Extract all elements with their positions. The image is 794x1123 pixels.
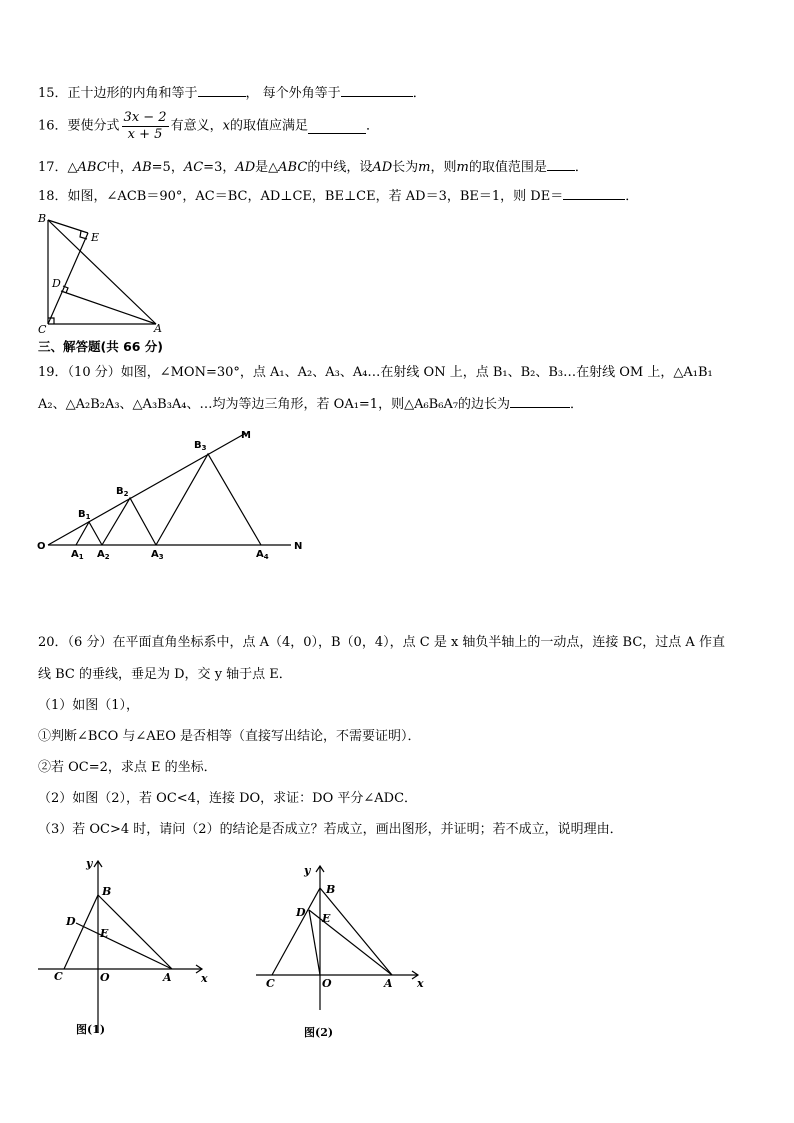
q16-text-a: 16．要使分式 xyxy=(38,118,120,134)
fig1-label-c: C xyxy=(54,970,63,983)
fig1-label-a: A xyxy=(163,971,172,984)
q19-label-b1: $B_1$ xyxy=(78,509,91,521)
fig1-label-b: B xyxy=(102,885,112,898)
q19-label-b3: $B_3$ xyxy=(194,440,207,452)
q19-triangle-1 xyxy=(76,522,102,545)
q19-label-m: M xyxy=(241,430,251,441)
fig1-label-e: E xyxy=(100,927,109,940)
q18-label-a: A xyxy=(154,322,162,335)
fig2-segment-do xyxy=(309,910,320,975)
q15-answer-blank-2[interactable] xyxy=(341,83,413,97)
q16-var-x: x xyxy=(222,118,230,134)
q20-figure-1 xyxy=(34,855,224,1040)
fig1-segment-cb xyxy=(64,895,98,969)
question-20-line-5: ②若 OC=2，求点 E 的坐标． xyxy=(38,760,217,775)
q17-text-f: 的中线，设 xyxy=(307,160,373,175)
fig1-caption: 图(1) xyxy=(76,1023,106,1036)
q15-text-c: ． xyxy=(412,86,426,101)
q17-triangle-abc: △ABC xyxy=(67,160,107,175)
fig2-label-b: B xyxy=(326,883,336,896)
q16-text-d: ． xyxy=(365,118,379,134)
question-19-line-2 xyxy=(38,394,583,414)
q15-text-a: 15．正十边形的内角和等于 xyxy=(38,86,198,101)
question-20-line-4: ①判断∠BCO 与∠AEO 是否相等（直接写出结论，不需要证明）． xyxy=(38,729,421,744)
q18-text: 18．如图，∠ACB＝90°，AC＝BC，AD⊥CE，BE⊥CE，若 AD＝3，BE＝1，则 DE＝ xyxy=(38,189,564,204)
q18-label-b: B xyxy=(38,212,47,225)
fig2-label-e: E xyxy=(322,912,331,925)
q19-triangle-3 xyxy=(156,454,261,545)
q17-answer-blank[interactable] xyxy=(547,157,575,171)
question-20-line-7: （3）若 OC>4 时，请问（2）的结论是否成立？若成立，画出图形，并证明；若不成立，说明理由． xyxy=(38,822,623,837)
question-18 xyxy=(38,186,638,206)
q16-answer-blank[interactable] xyxy=(308,120,366,134)
q17-text-b: 中， xyxy=(106,160,133,175)
q17-m-2: m xyxy=(456,160,469,175)
q18-label-d: D xyxy=(52,277,61,290)
q17-ad: AD xyxy=(235,160,256,175)
fig2-label-y: y xyxy=(304,864,311,877)
q17-text-e: 是 xyxy=(255,160,269,175)
q19-label-o: O xyxy=(37,541,46,552)
q17-ac: AC xyxy=(183,160,204,175)
fig2-label-a: A xyxy=(384,977,393,990)
section-3-title: 三、解答题(共 66 分) xyxy=(38,339,164,354)
q19-label-n: N xyxy=(294,541,303,552)
q16-numerator: 3x − 2 xyxy=(123,110,167,125)
question-20-line-3: （1）如图（1）， xyxy=(38,698,140,713)
q19-triangle-2 xyxy=(102,498,156,545)
fig1-label-y: y xyxy=(86,857,93,870)
question-16 xyxy=(38,110,379,143)
question-20-line-1: 20．（6 分）在平面直角坐标系中，点 A（4，0），B（0，4），点 C 是 x 轴负半轴上的一动点，连接 BC，过点 A 作直 xyxy=(38,635,725,650)
q17-text-g: 长为 xyxy=(392,160,419,175)
question-15 xyxy=(38,83,426,103)
fig1-label-o: O xyxy=(100,971,110,984)
q19-label-a1: $A_1$ xyxy=(71,549,84,561)
fig2-label-x: x xyxy=(417,977,424,990)
q16-denominator: x + 5 xyxy=(127,127,163,142)
q18-answer-blank[interactable] xyxy=(563,186,625,200)
q15-answer-blank-1[interactable] xyxy=(198,83,246,97)
question-20-line-6: （2）如图（2），若 OC<4，连接 DO，求证：DO 平分∠ADC． xyxy=(38,791,418,806)
q19-text-b: ． xyxy=(570,397,584,412)
question-17 xyxy=(38,157,588,177)
q16-text-b: 有意义， xyxy=(170,118,223,134)
q19-label-b2: $B_2$ xyxy=(116,486,129,498)
q16-fraction xyxy=(122,110,169,143)
q17-m: m xyxy=(418,160,431,175)
q17-text-i: 的取值范围是 xyxy=(468,160,547,175)
q17-text-a: 17． xyxy=(38,160,68,175)
q17-text-c: =5， xyxy=(151,160,184,175)
q17-ab: AB xyxy=(132,160,152,175)
fig2-caption: 图(2) xyxy=(304,1026,334,1039)
q19-text-a: A₂、△A₂B₂A₃、△A₃B₃A₄、…均为等边三角形，若 OA₁=1，则△A₆B₆A₇的边长为 xyxy=(38,397,511,412)
q19-label-a2: $A_2$ xyxy=(97,549,110,561)
q18-figure xyxy=(30,210,170,340)
q15-text-b: ， 每个外角等于 xyxy=(245,86,341,101)
q19-answer-blank[interactable] xyxy=(510,394,570,408)
fig1-segment-da xyxy=(76,923,172,969)
fig1-label-x: x xyxy=(201,972,208,985)
q19-figure xyxy=(34,425,324,565)
q18-label-c: C xyxy=(38,323,47,336)
fig2-label-c: C xyxy=(266,977,275,990)
q18-segment-ad xyxy=(61,291,156,324)
fig2-label-d: D xyxy=(296,906,306,919)
question-19-line-1: 19．（10 分）如图，∠MON=30°，点 A₁、A₂、A₃、A₄…在射线 ON 上，点 B₁、B₂、B₃…在射线 OM 上，△A₁B₁ xyxy=(38,365,713,380)
q20-figure-2 xyxy=(252,860,442,1045)
q17-triangle-abc-2: △ABC xyxy=(268,160,308,175)
fig1-segment-ba xyxy=(98,895,172,969)
q17-text-h: ，则 xyxy=(430,160,457,175)
q19-label-a3: $A_3$ xyxy=(151,549,164,561)
q19-label-a4: $A_4$ xyxy=(256,549,269,561)
q18-segment-ba xyxy=(48,220,156,324)
fig2-label-o: O xyxy=(322,977,332,990)
q18-label-e: E xyxy=(91,231,100,244)
fig1-label-d: D xyxy=(66,915,76,928)
q17-text-j: ． xyxy=(574,160,588,175)
question-20-line-2: 线 BC 的垂线，垂足为 D，交 y 轴于点 E． xyxy=(38,667,292,682)
q18-text-end: ． xyxy=(625,189,639,204)
q16-text-c: 的取值应满足 xyxy=(229,118,308,134)
q17-text-d: =3， xyxy=(203,160,236,175)
q17-ad-2: AD xyxy=(372,160,393,175)
fig2-segment-ba xyxy=(320,888,392,975)
